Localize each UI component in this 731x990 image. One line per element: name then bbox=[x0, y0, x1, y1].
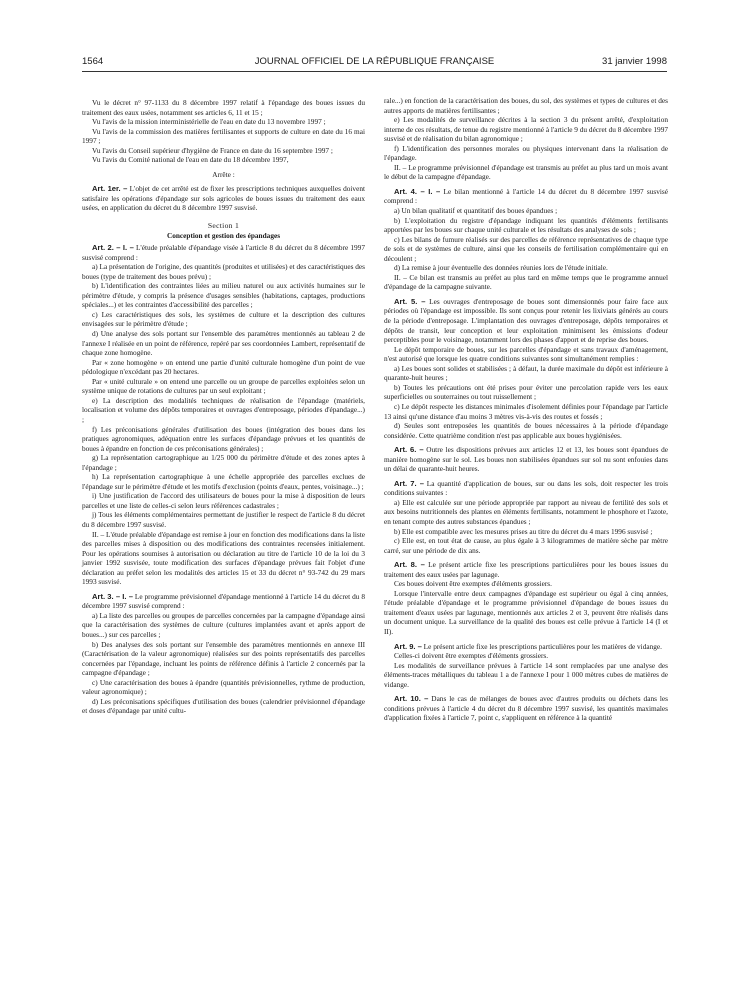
paragraph-text: II. – L'étude préalable d'épandage est remise à jour en fonction des modifications dans la liste des parcelles mises à disposition ou des modifications des contraintes recensées initialement. Pour les opérations soumises à autorisation ou déclaration au titre de l'article 10 de la loi du 3 janvier 1992 susvisée, toute modification des surfaces d'épandage prévues fait l'objet d'une déclaration au préfet selon les modalités des articles 15 et 33 du décret n° 93-742 du 29 mars 1993 susvisé. bbox=[82, 529, 365, 587]
article-label: Art. 1er. – bbox=[92, 184, 128, 194]
paragraph bbox=[384, 206, 668, 216]
paragraph bbox=[82, 530, 365, 587]
paragraph bbox=[82, 592, 365, 611]
paragraph-text: e) Les modalités de surveillance décrites à la section 3 du présent arrêté, d'exploitation interne de ces résultats, de tenue du registre mentionné à l'article 9 du décret du 8 décembre 1997 susvisé et de réalisation du bilan agronomique ; bbox=[384, 115, 668, 144]
paragraph-text: a) Un bilan qualitatif et quantitatif des boues épandues ; bbox=[394, 206, 558, 216]
article-label: Art. 7. – bbox=[394, 478, 424, 488]
article-label: Art. 8. – bbox=[394, 560, 425, 570]
paragraph-text: c) Les caractéristiques des sols, les systèmes de culture et la description des cultures envisagées sur le périmètre d'étude ; bbox=[82, 309, 365, 329]
paragraph bbox=[384, 560, 668, 579]
paragraph bbox=[82, 243, 365, 262]
page-number: 1564 bbox=[82, 56, 104, 67]
paragraph bbox=[384, 96, 668, 115]
paragraph-text: Le dépôt temporaire de boues, sur les parcelles d'épandage et sans travaux d'aménagement, n'est autorisé que lorsque les quatre conditions suivantes sont simultanément remplies : bbox=[384, 344, 668, 364]
header-rule bbox=[82, 71, 667, 72]
paragraph-text: b) L'exploitation du registre d'épandage indiquant les quantités d'éléments fertilisants apportées par les boues sur chaque unité culturale et les résultats des analyses de sols ; bbox=[384, 215, 668, 235]
article-label: Art. 10. – bbox=[394, 694, 429, 704]
paragraph bbox=[384, 216, 668, 235]
paragraph bbox=[82, 170, 365, 180]
paragraph-text: Le programme prévisionnel d'épandage mentionné à l'article 14 du décret du 8 décembre 1997 susvisé comprend : bbox=[82, 591, 365, 611]
paragraph-text: Outre les dispositions prévues aux articles 12 et 13, les boues sont épandues de manière homogène sur le sol. Les boues non stabilisées épandues sur sol nu sont enfouies dans un délai de quarante-huit heures. bbox=[384, 445, 668, 474]
paragraph bbox=[384, 144, 668, 163]
article-label: Art. 9. – bbox=[394, 641, 422, 651]
paragraph bbox=[82, 329, 365, 358]
paragraph bbox=[82, 510, 365, 529]
paragraph bbox=[384, 273, 668, 292]
paragraph-text: a) La liste des parcelles ou groupes de parcelles concernées par la campagne d'épandage ainsi que la caractérisation des systèmes de culture (cultures implantées avant et après apport de boues...) sur ces parcelles ; bbox=[82, 610, 365, 639]
paragraph-text: i) Une justification de l'accord des utilisateurs de boues pour la mise à disposition de leurs parcelles et une liste de celles-ci selon leurs références cadastrales ; bbox=[82, 491, 365, 510]
journal-title: JOURNAL OFFICIEL DE LA RÉPUBLIQUE FRANÇAISE bbox=[254, 56, 495, 67]
paragraph-text: a) Elle est calculée sur une période appropriée par rapport au niveau de fertilité des sols et aux besoins nutritionnels des plantes en éléments fertilisants, notamment le phosphore et l'azote, en tenant compte des autres substances épandues ; bbox=[384, 497, 668, 526]
paragraph-text: g) La représentation cartographique au 1/25 000 du périmètre d'étude et des zones aptes à l'épandage ; bbox=[82, 453, 365, 472]
paragraph bbox=[384, 345, 668, 364]
paragraph bbox=[384, 163, 668, 182]
paragraph-text: b) Des analyses des sols portant sur l'ensemble des paramètres mentionnés en annexe III (Caractérisation de la valeur agronomique) réalisées sur des points représentatifs des parcelles concernées par l'épandage, incluant les points de référence définis à l'article 2 concernés par la campagne d'épandage ; bbox=[82, 639, 365, 678]
article-label: Art. 6. – bbox=[394, 445, 424, 455]
publication-date: 31 janvier 1998 bbox=[602, 56, 667, 67]
paragraph-text: b) Toutes les précautions ont été prises pour éviter une percolation rapide vers les eaux superficielles ou souterraines ou tout ruissellement ; bbox=[384, 382, 668, 402]
paragraph-text: b) Elle est compatible avec les mesures prises au titre du décret du 4 mars 1996 susvisé ; bbox=[394, 526, 653, 536]
paragraph-text: Vu l'avis du Comité national de l'eau en date du 18 décembre 1997, bbox=[92, 155, 289, 165]
article-label: Art. 5. – bbox=[394, 296, 426, 306]
paragraph bbox=[82, 262, 365, 281]
article-label: Art. 2. – I. – bbox=[92, 243, 134, 253]
article-label: Art. 3. – I. – bbox=[92, 591, 133, 601]
paragraph-text: Arrête : bbox=[212, 169, 235, 179]
paragraph-text: L'objet de cet arrêté est de fixer les prescriptions techniques auxquelles doivent satisfaire les opérations d'épandage sur sols agricoles de boues issues du traitement des eaux usées, en application du décret du 8 décembre 1997 susvisé. bbox=[82, 184, 365, 213]
paragraph bbox=[82, 146, 365, 156]
paragraph-text: La quantité d'application de boues, sur ou dans les sols, doit respecter les trois conditions suivantes : bbox=[384, 478, 668, 498]
paragraph-text: f) L'identification des personnes morales ou physiques intervenant dans la réalisation de l'épandage. bbox=[384, 143, 668, 163]
paragraph-text: j) Tous les éléments complémentaires permettant de justifier le respect de l'article 8 du décret du 8 décembre 1997 susvisé. bbox=[82, 510, 365, 529]
paragraph-text: Lorsque l'intervalle entre deux campagnes d'épandage est supérieur ou égal à cinq années, l'étude préalable d'épandage et le programme prévisionnel d'épandage de boues issues du traitement d'eaux usées par lagunage, mentionnés aux articles 2 et 3, peuvent être réalisés dans un document unique. La surveillance de la qualité des boues est celle prévue à l'article 14 (I et II). bbox=[384, 588, 668, 636]
paragraph bbox=[384, 642, 668, 652]
article-label: Art. 4. – I. – bbox=[394, 186, 441, 196]
paragraph-text: c) Le dépôt respecte les distances minimales d'isolement définies pour l'épandage par l'article 13 ainsi qu'une distance d'au moins 3 mètres vis-à-vis des routes et fossés ; bbox=[384, 401, 668, 421]
paragraph bbox=[384, 402, 668, 421]
paragraph bbox=[82, 310, 365, 329]
right-column bbox=[384, 96, 668, 723]
paragraph-text: Ces boues doivent être exemptes d'éléments grossiers. bbox=[394, 579, 552, 589]
paragraph bbox=[82, 221, 365, 231]
paragraph-text: L'étude préalable d'épandage visée à l'article 8 du décret du 8 décembre 1997 susvisé comprend : bbox=[82, 243, 365, 262]
paragraph-text: f) Les préconisations générales d'utilisation des boues (intégration des boues dans les pratiques agronomiques, adéquation entre les surfaces d'épandage prévues et les quantités de boues à épandre en fonction de ces préconisations générales) ; bbox=[82, 424, 365, 453]
paragraph-text: c) Les bilans de fumure réalisés sur des parcelles de référence représentatives de chaque type de sols et de systèmes de culture, ainsi que les conseils de fertilisation complémentaire qui en découlent ; bbox=[384, 234, 668, 263]
paragraph bbox=[384, 527, 668, 537]
paragraph-text: Par « zone homogène » on entend une partie d'unité culturale homogène d'un point de vue pédologique n'excédant pas 20 hectares. bbox=[82, 357, 365, 377]
paragraph-text: rale...) en fonction de la caractérisation des boues, du sol, des systèmes et types de cultures et des autres apports de matières fertilisantes ; bbox=[384, 96, 668, 115]
paragraph bbox=[82, 184, 365, 213]
paragraph bbox=[384, 445, 668, 474]
paragraph bbox=[82, 396, 365, 425]
paragraph bbox=[82, 453, 365, 472]
paragraph-text: c) Elle est, en tout état de cause, au plus égale à 3 kilogrammes de matière sèche par mètre carré, sur une période de dix ans. bbox=[384, 536, 668, 555]
paragraph bbox=[384, 536, 668, 555]
paragraph bbox=[82, 472, 365, 491]
paragraph-text: Vu l'avis du Conseil supérieur d'hygiène de France en date du 16 septembre 1997 ; bbox=[92, 145, 333, 155]
paragraph bbox=[82, 491, 365, 510]
paragraph bbox=[82, 231, 365, 241]
paragraph bbox=[82, 377, 365, 396]
paragraph bbox=[82, 117, 365, 127]
paragraph-text: Dans le cas de mélanges de boues avec d'autres produits ou déchets dans les conditions prévues à l'article 4 du décret du 8 décembre 1997 susvisé, les quantités maximales d'application fixées à l'article 7, point c, s'appliquent en référence à la quantité bbox=[384, 694, 668, 723]
paragraph bbox=[82, 358, 365, 377]
paragraph-text: e) La description des modalités techniques de réalisation de l'épandage (matériels, localisation et volume des dépôts temporaires et ouvrages d'entreposage, périodes d'épandage...) ; bbox=[82, 395, 365, 424]
paragraph bbox=[384, 115, 668, 144]
paragraph-text: a) La présentation de l'origine, des quantités (produites et utilisées) et des caractéristiques des boues (type de traitement des boues prévu) ; bbox=[82, 262, 365, 281]
paragraph-text: Le bilan mentionné à l'article 14 du décret du 8 décembre 1997 susvisé comprend : bbox=[384, 186, 668, 206]
paragraph-text: II. – Le programme prévisionnel d'épandage est transmis au préfet au plus tard un mois avant le début de la campagne d'épandage. bbox=[384, 162, 668, 182]
paragraph-text: Conception et gestion des épandages bbox=[166, 230, 281, 240]
paragraph bbox=[384, 579, 668, 589]
paragraph bbox=[384, 364, 668, 383]
paragraph bbox=[384, 651, 668, 661]
paragraph bbox=[384, 383, 668, 402]
paragraph bbox=[82, 98, 365, 117]
paragraph-text: a) Les boues sont solides et stabilisées ; à défaut, la durée maximale du dépôt est inférieure à quarante-huit heures ; bbox=[384, 363, 668, 383]
paragraph-text: h) La représentation cartographique à une échelle appropriée des parcelles exclues de l'épandage sur le périmètre d'étude et les motifs d'exclusion (points d'eaux, pentes, voisinage...) ; bbox=[82, 472, 365, 491]
paragraph-text: d) Les préconisations spécifiques d'utilisation des boues (calendrier prévisionnel d'épandage et doses d'épandage par unité cultu- bbox=[82, 696, 365, 716]
paragraph-text: Le présent article fixe les prescriptions particulières pour les matières de vidange. bbox=[421, 641, 662, 651]
paragraph bbox=[82, 678, 365, 697]
paragraph bbox=[82, 281, 365, 310]
paragraph bbox=[384, 479, 668, 498]
paragraph-text: Les modalités de surveillance prévues à l'article 14 sont remplacées par une analyse des éléments-traces métalliques du tableau 1 a de l'annexe I pour 1 000 mètres cubes de matières de vidange. bbox=[384, 660, 668, 689]
paragraph bbox=[82, 697, 365, 716]
paragraph-text: II. – Ce bilan est transmis au préfet au plus tard en même temps que le programme annuel d'épandage de la campagne suivante. bbox=[384, 272, 668, 292]
paragraph bbox=[82, 611, 365, 640]
paragraph-text: d) Une analyse des sols portant sur l'ensemble des paramètres mentionnés au tableau 2 de l'annexe I réalisée en un point de référence, repéré par ses coordonnées Lambert, représentatif de chaque zone homogène. bbox=[82, 329, 365, 358]
paragraph bbox=[384, 421, 668, 440]
left-column bbox=[82, 98, 365, 716]
paragraph bbox=[384, 694, 668, 723]
paragraph bbox=[82, 155, 365, 165]
paragraph bbox=[384, 263, 668, 273]
paragraph-text: Section 1 bbox=[207, 221, 240, 231]
paragraph-text: Vu l'avis de la mission interministérielle de l'eau en date du 13 novembre 1997 ; bbox=[92, 117, 326, 127]
paragraph bbox=[384, 235, 668, 264]
paragraph bbox=[82, 425, 365, 454]
paragraph bbox=[82, 127, 365, 146]
paragraph-text: c) Une caractérisation des boues à épandre (quantités prévisionnelles, rythme de production, valeur agronomique) ; bbox=[82, 677, 365, 697]
paragraph-text: Les ouvrages d'entreposage de boues sont dimensionnés pour faire face aux périodes où l'épandage est impossible. Ils sont conçus pour retenir les lixiviats générés au cours de la période d'entreposage. L'implantation des ouvrages d'entreposage, dépôts temporaires et dépôts de transit, leur conception et leur exploitation minimisent les émissions d'odeur perceptibles pour le voisinage, notamment lors des phases d'apport et de reprise des boues. bbox=[384, 296, 668, 345]
paragraph-text: d) La remise à jour éventuelle des données réunies lors de l'étude initiale. bbox=[394, 263, 608, 273]
paragraph-text: Vu le décret n° 97-1133 du 8 décembre 1997 relatif à l'épandage des boues issues du traitement des eaux usées, notamment ses articles 6, 11 et 15 ; bbox=[82, 98, 365, 117]
paragraph bbox=[82, 640, 365, 678]
paragraph bbox=[384, 589, 668, 637]
paragraph bbox=[384, 498, 668, 527]
paragraph bbox=[384, 661, 668, 690]
paragraph-text: Le présent article fixe les prescriptions particulières pour les boues issues du traitement des eaux usées par lagunage. bbox=[384, 560, 668, 579]
paragraph-text: Par « unité culturale » on entend une parcelle ou un groupe de parcelles exploitées selon un système unique de rotations de cultures par un seul exploitant ; bbox=[82, 376, 365, 396]
paragraph-text: b) L'identification des contraintes liées au milieu naturel ou aux activités humaines sur le périmètre d'étude, y compris la présence d'usages sensibles (habitations, captages, productions spéciales...) et les contraintes d'accessibilité des parcelles ; bbox=[82, 281, 365, 310]
paragraph-text: Vu l'avis de la commission des matières fertilisantes et supports de culture en date du 16 mai 1997 ; bbox=[82, 126, 365, 146]
paragraph bbox=[384, 297, 668, 345]
page-header bbox=[82, 56, 667, 70]
paragraph-text: d) Seules sont entreposées les quantités de boues nécessaires à la période d'épandage considérée. Cette quatrième condition n'est pas applicable aux boues hygiénisées. bbox=[384, 421, 668, 440]
paragraph-text: Celles-ci doivent être exemptes d'éléments grossiers. bbox=[394, 651, 549, 661]
paragraph bbox=[384, 187, 668, 206]
